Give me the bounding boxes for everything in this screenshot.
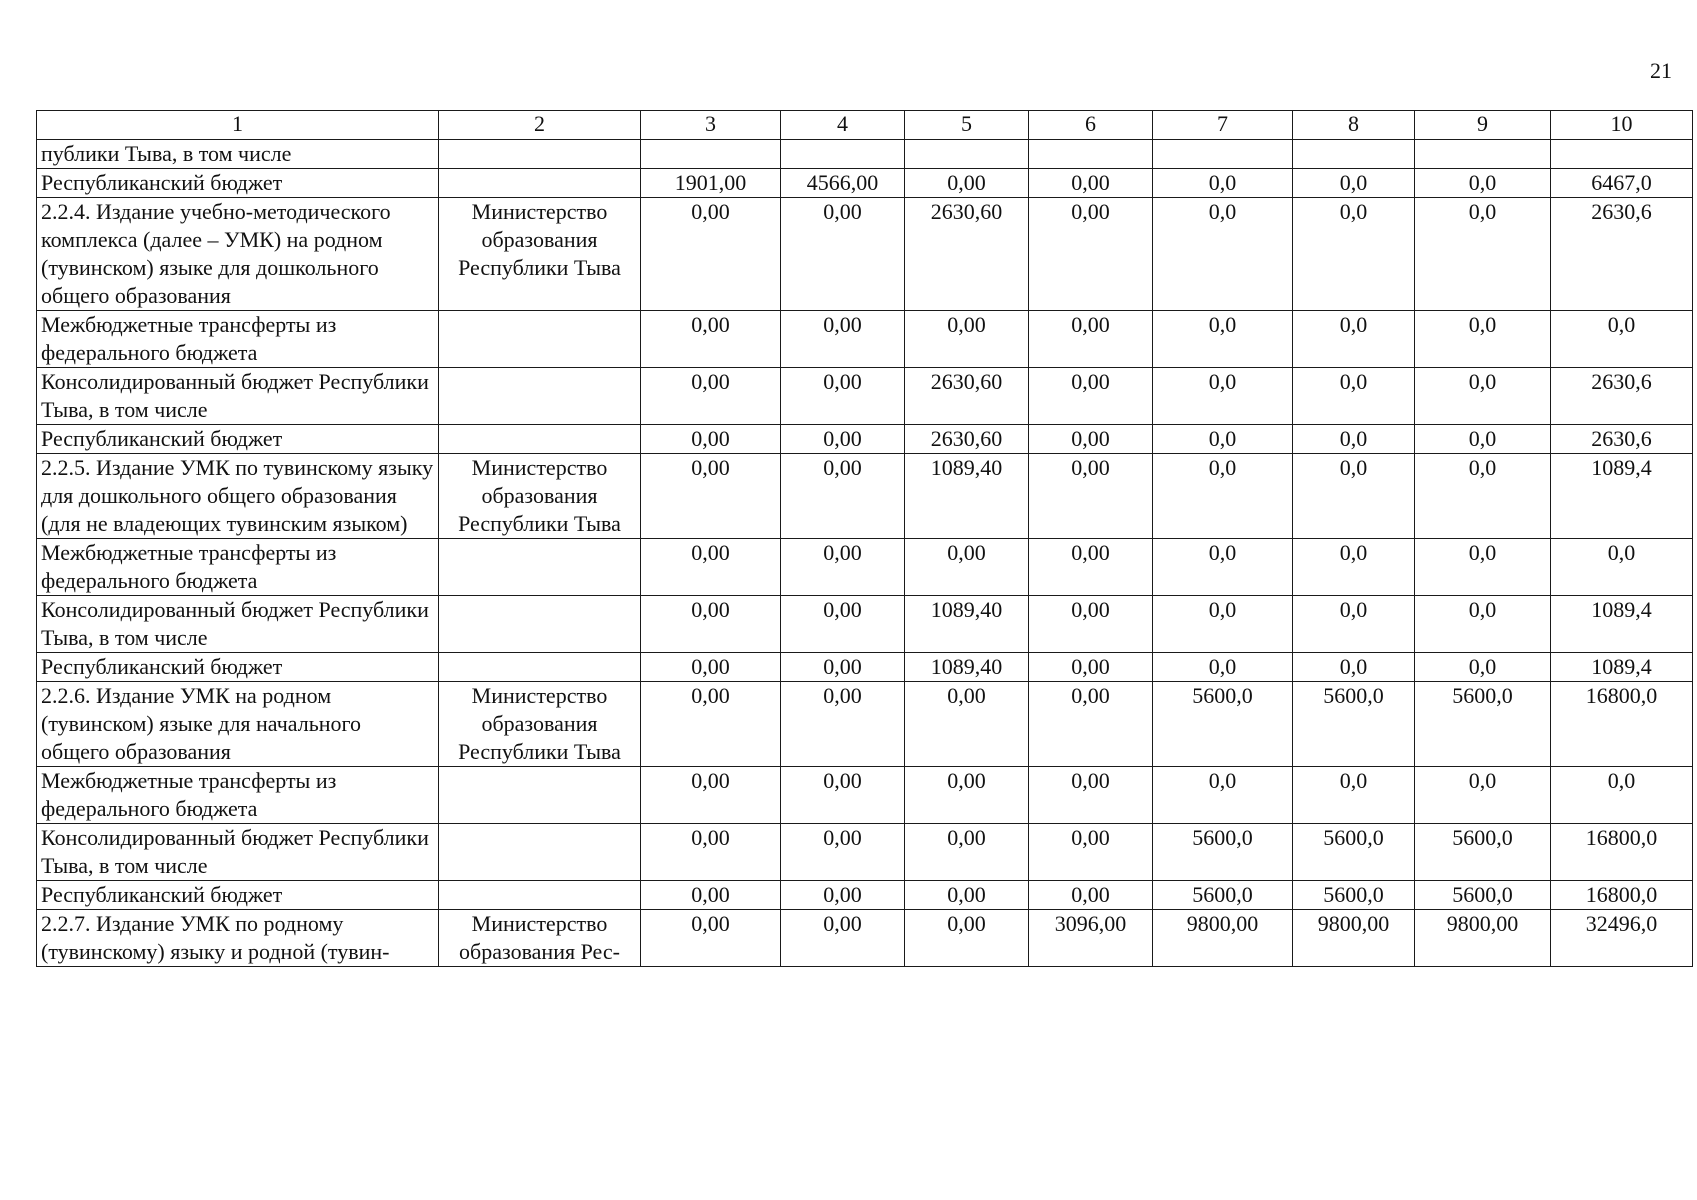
value-cell: 1089,4 bbox=[1551, 653, 1693, 682]
value-cell: 0,00 bbox=[1029, 454, 1153, 539]
value-cell bbox=[781, 140, 905, 169]
value-cell: 0,00 bbox=[905, 824, 1029, 881]
value-cell: 0,00 bbox=[641, 682, 781, 767]
value-cell: 0,00 bbox=[781, 539, 905, 596]
value-cell: 0,0 bbox=[1293, 539, 1415, 596]
value-cell bbox=[1029, 140, 1153, 169]
value-cell: 0,00 bbox=[641, 311, 781, 368]
row-name-cell: Республиканский бюджет bbox=[37, 169, 439, 198]
value-cell: 5600,0 bbox=[1293, 682, 1415, 767]
value-cell: 0,0 bbox=[1551, 767, 1693, 824]
value-cell: 0,0 bbox=[1153, 169, 1293, 198]
value-cell: 5600,0 bbox=[1153, 881, 1293, 910]
value-cell: 0,00 bbox=[781, 596, 905, 653]
table-row bbox=[37, 824, 1693, 881]
row-name-cell: Консолидированный бюджет Республики Тыва, в том числе bbox=[37, 596, 439, 653]
value-cell: 0,00 bbox=[1029, 425, 1153, 454]
agency-cell bbox=[439, 169, 641, 198]
value-cell: 0,0 bbox=[1415, 767, 1551, 824]
value-cell: 5600,0 bbox=[1415, 881, 1551, 910]
value-cell: 9800,00 bbox=[1293, 910, 1415, 967]
value-cell: 2630,6 bbox=[1551, 198, 1693, 311]
value-cell: 5600,0 bbox=[1415, 682, 1551, 767]
value-cell bbox=[1293, 140, 1415, 169]
value-cell: 0,00 bbox=[1029, 596, 1153, 653]
row-name-cell: 2.2.7. Издание УМК по родному (тувинскому) языку и родной (тувин- bbox=[37, 910, 439, 967]
value-cell: 0,00 bbox=[781, 824, 905, 881]
column-number-row bbox=[37, 111, 1693, 140]
table-row bbox=[37, 368, 1693, 425]
table-row bbox=[37, 425, 1693, 454]
value-cell: 2630,60 bbox=[905, 368, 1029, 425]
value-cell: 0,0 bbox=[1415, 169, 1551, 198]
value-cell: 1089,40 bbox=[905, 596, 1029, 653]
row-name-cell: Межбюджетные трансферты из федерального бюджета bbox=[37, 539, 439, 596]
table-body bbox=[37, 140, 1693, 967]
column-header: 2 bbox=[439, 111, 641, 140]
value-cell: 0,0 bbox=[1153, 596, 1293, 653]
value-cell: 0,0 bbox=[1153, 539, 1293, 596]
row-name-cell: Республиканский бюджет bbox=[37, 653, 439, 682]
value-cell: 0,00 bbox=[1029, 682, 1153, 767]
column-header: 9 bbox=[1415, 111, 1551, 140]
value-cell: 0,00 bbox=[641, 368, 781, 425]
value-cell: 0,0 bbox=[1153, 653, 1293, 682]
value-cell: 0,0 bbox=[1551, 311, 1693, 368]
agency-cell bbox=[439, 881, 641, 910]
value-cell: 0,00 bbox=[781, 311, 905, 368]
value-cell: 0,0 bbox=[1293, 596, 1415, 653]
value-cell: 2630,6 bbox=[1551, 425, 1693, 454]
table-row bbox=[37, 140, 1693, 169]
value-cell: 0,00 bbox=[905, 311, 1029, 368]
value-cell: 2630,60 bbox=[905, 198, 1029, 311]
table-row bbox=[37, 767, 1693, 824]
agency-cell bbox=[439, 653, 641, 682]
value-cell: 0,0 bbox=[1153, 454, 1293, 539]
value-cell: 0,00 bbox=[1029, 881, 1153, 910]
column-header: 10 bbox=[1551, 111, 1693, 140]
table-row bbox=[37, 198, 1693, 311]
value-cell: 0,00 bbox=[1029, 767, 1153, 824]
value-cell: 0,00 bbox=[781, 368, 905, 425]
column-header: 4 bbox=[781, 111, 905, 140]
value-cell: 4566,00 bbox=[781, 169, 905, 198]
agency-cell bbox=[439, 596, 641, 653]
value-cell bbox=[1551, 140, 1693, 169]
column-header: 7 bbox=[1153, 111, 1293, 140]
value-cell: 0,00 bbox=[905, 169, 1029, 198]
row-name-cell: Консолидированный бюджет Республики Тыва, в том числе bbox=[37, 368, 439, 425]
agency-cell bbox=[439, 767, 641, 824]
value-cell bbox=[905, 140, 1029, 169]
page-number: 21 bbox=[1650, 58, 1672, 83]
value-cell: 1901,00 bbox=[641, 169, 781, 198]
value-cell: 0,0 bbox=[1415, 539, 1551, 596]
row-name-cell: Республиканский бюджет bbox=[37, 881, 439, 910]
value-cell: 0,00 bbox=[641, 653, 781, 682]
value-cell: 5600,0 bbox=[1293, 881, 1415, 910]
value-cell: 0,0 bbox=[1293, 311, 1415, 368]
value-cell: 0,0 bbox=[1293, 454, 1415, 539]
value-cell: 0,00 bbox=[641, 425, 781, 454]
agency-cell: Министерство образования Республики Тыва bbox=[439, 682, 641, 767]
agency-cell bbox=[439, 311, 641, 368]
value-cell: 6467,0 bbox=[1551, 169, 1693, 198]
value-cell: 0,00 bbox=[641, 198, 781, 311]
row-name-cell: 2.2.4. Издание учебно-методического комплекса (далее – УМК) на родном (тувинском) языке для дошкольного общего образования bbox=[37, 198, 439, 311]
column-header: 3 bbox=[641, 111, 781, 140]
table-row bbox=[37, 596, 1693, 653]
value-cell: 0,0 bbox=[1153, 767, 1293, 824]
agency-cell bbox=[439, 824, 641, 881]
table-row bbox=[37, 539, 1693, 596]
table-row bbox=[37, 653, 1693, 682]
value-cell: 0,0 bbox=[1293, 653, 1415, 682]
value-cell: 0,0 bbox=[1293, 425, 1415, 454]
value-cell: 3096,00 bbox=[1029, 910, 1153, 967]
agency-cell bbox=[439, 368, 641, 425]
value-cell: 0,0 bbox=[1153, 198, 1293, 311]
row-name-cell: Республиканский бюджет bbox=[37, 425, 439, 454]
value-cell: 5600,0 bbox=[1153, 824, 1293, 881]
table-row bbox=[37, 682, 1693, 767]
value-cell: 0,00 bbox=[1029, 539, 1153, 596]
value-cell: 0,00 bbox=[641, 454, 781, 539]
value-cell: 0,0 bbox=[1153, 425, 1293, 454]
row-name-cell: 2.2.5. Издание УМК по тувинскому языку для дошкольного общего образования (для не владеющих тувинским языком) bbox=[37, 454, 439, 539]
value-cell: 0,0 bbox=[1153, 311, 1293, 368]
value-cell: 0,0 bbox=[1415, 198, 1551, 311]
value-cell: 5600,0 bbox=[1293, 824, 1415, 881]
agency-cell: Министерство образования Республики Тыва bbox=[439, 198, 641, 311]
value-cell: 0,0 bbox=[1293, 767, 1415, 824]
value-cell: 9800,00 bbox=[1415, 910, 1551, 967]
value-cell: 0,00 bbox=[641, 596, 781, 653]
agency-cell bbox=[439, 539, 641, 596]
table-row bbox=[37, 169, 1693, 198]
value-cell: 0,00 bbox=[781, 653, 905, 682]
column-header: 1 bbox=[37, 111, 439, 140]
value-cell: 0,0 bbox=[1415, 653, 1551, 682]
value-cell: 0,0 bbox=[1293, 368, 1415, 425]
value-cell: 0,00 bbox=[781, 454, 905, 539]
value-cell: 0,0 bbox=[1415, 596, 1551, 653]
value-cell: 9800,00 bbox=[1153, 910, 1293, 967]
value-cell: 0,0 bbox=[1415, 311, 1551, 368]
column-header: 6 bbox=[1029, 111, 1153, 140]
value-cell: 32496,0 bbox=[1551, 910, 1693, 967]
value-cell: 2630,6 bbox=[1551, 368, 1693, 425]
value-cell: 1089,4 bbox=[1551, 596, 1693, 653]
value-cell: 0,0 bbox=[1153, 368, 1293, 425]
value-cell: 0,00 bbox=[641, 539, 781, 596]
agency-cell bbox=[439, 140, 641, 169]
value-cell: 0,00 bbox=[1029, 824, 1153, 881]
value-cell: 0,00 bbox=[781, 881, 905, 910]
value-cell: 0,0 bbox=[1415, 454, 1551, 539]
table-row bbox=[37, 454, 1693, 539]
value-cell: 0,0 bbox=[1551, 539, 1693, 596]
value-cell: 0,00 bbox=[1029, 198, 1153, 311]
budget-table bbox=[36, 110, 1693, 967]
row-name-cell: Межбюджетные трансферты из федерального бюджета bbox=[37, 311, 439, 368]
value-cell: 0,00 bbox=[905, 910, 1029, 967]
value-cell: 0,00 bbox=[905, 881, 1029, 910]
row-name-cell: Межбюджетные трансферты из федерального бюджета bbox=[37, 767, 439, 824]
value-cell bbox=[1153, 140, 1293, 169]
value-cell: 16800,0 bbox=[1551, 881, 1693, 910]
value-cell: 0,0 bbox=[1415, 368, 1551, 425]
column-header: 5 bbox=[905, 111, 1029, 140]
table-row bbox=[37, 910, 1693, 967]
value-cell: 0,00 bbox=[905, 682, 1029, 767]
value-cell: 1089,4 bbox=[1551, 454, 1693, 539]
value-cell: 16800,0 bbox=[1551, 682, 1693, 767]
table-row bbox=[37, 311, 1693, 368]
value-cell bbox=[641, 140, 781, 169]
value-cell bbox=[1415, 140, 1551, 169]
value-cell: 0,00 bbox=[781, 682, 905, 767]
value-cell: 0,00 bbox=[1029, 368, 1153, 425]
value-cell: 0,00 bbox=[905, 539, 1029, 596]
table-row bbox=[37, 881, 1693, 910]
value-cell: 0,00 bbox=[781, 910, 905, 967]
value-cell: 0,00 bbox=[1029, 169, 1153, 198]
value-cell: 0,0 bbox=[1293, 198, 1415, 311]
value-cell: 0,00 bbox=[641, 881, 781, 910]
value-cell: 1089,40 bbox=[905, 454, 1029, 539]
column-header: 8 bbox=[1293, 111, 1415, 140]
value-cell: 0,00 bbox=[781, 198, 905, 311]
row-name-cell: 2.2.6. Издание УМК на родном (тувинском) языке для начального общего образования bbox=[37, 682, 439, 767]
value-cell: 0,00 bbox=[641, 910, 781, 967]
value-cell: 0,00 bbox=[781, 425, 905, 454]
agency-cell bbox=[439, 425, 641, 454]
value-cell: 0,0 bbox=[1415, 425, 1551, 454]
agency-cell: Министерство образования Республики Тыва bbox=[439, 454, 641, 539]
agency-cell: Министерство образования Рес- bbox=[439, 910, 641, 967]
row-name-cell: публики Тыва, в том числе bbox=[37, 140, 439, 169]
row-name-cell: Консолидированный бюджет Республики Тыва, в том числе bbox=[37, 824, 439, 881]
value-cell: 0,00 bbox=[905, 767, 1029, 824]
value-cell: 0,00 bbox=[641, 767, 781, 824]
value-cell: 1089,40 bbox=[905, 653, 1029, 682]
value-cell: 0,00 bbox=[1029, 311, 1153, 368]
value-cell: 5600,0 bbox=[1415, 824, 1551, 881]
value-cell: 0,00 bbox=[1029, 653, 1153, 682]
value-cell: 0,0 bbox=[1293, 169, 1415, 198]
value-cell: 0,00 bbox=[641, 824, 781, 881]
value-cell: 2630,60 bbox=[905, 425, 1029, 454]
value-cell: 0,00 bbox=[781, 767, 905, 824]
value-cell: 5600,0 bbox=[1153, 682, 1293, 767]
value-cell: 16800,0 bbox=[1551, 824, 1693, 881]
